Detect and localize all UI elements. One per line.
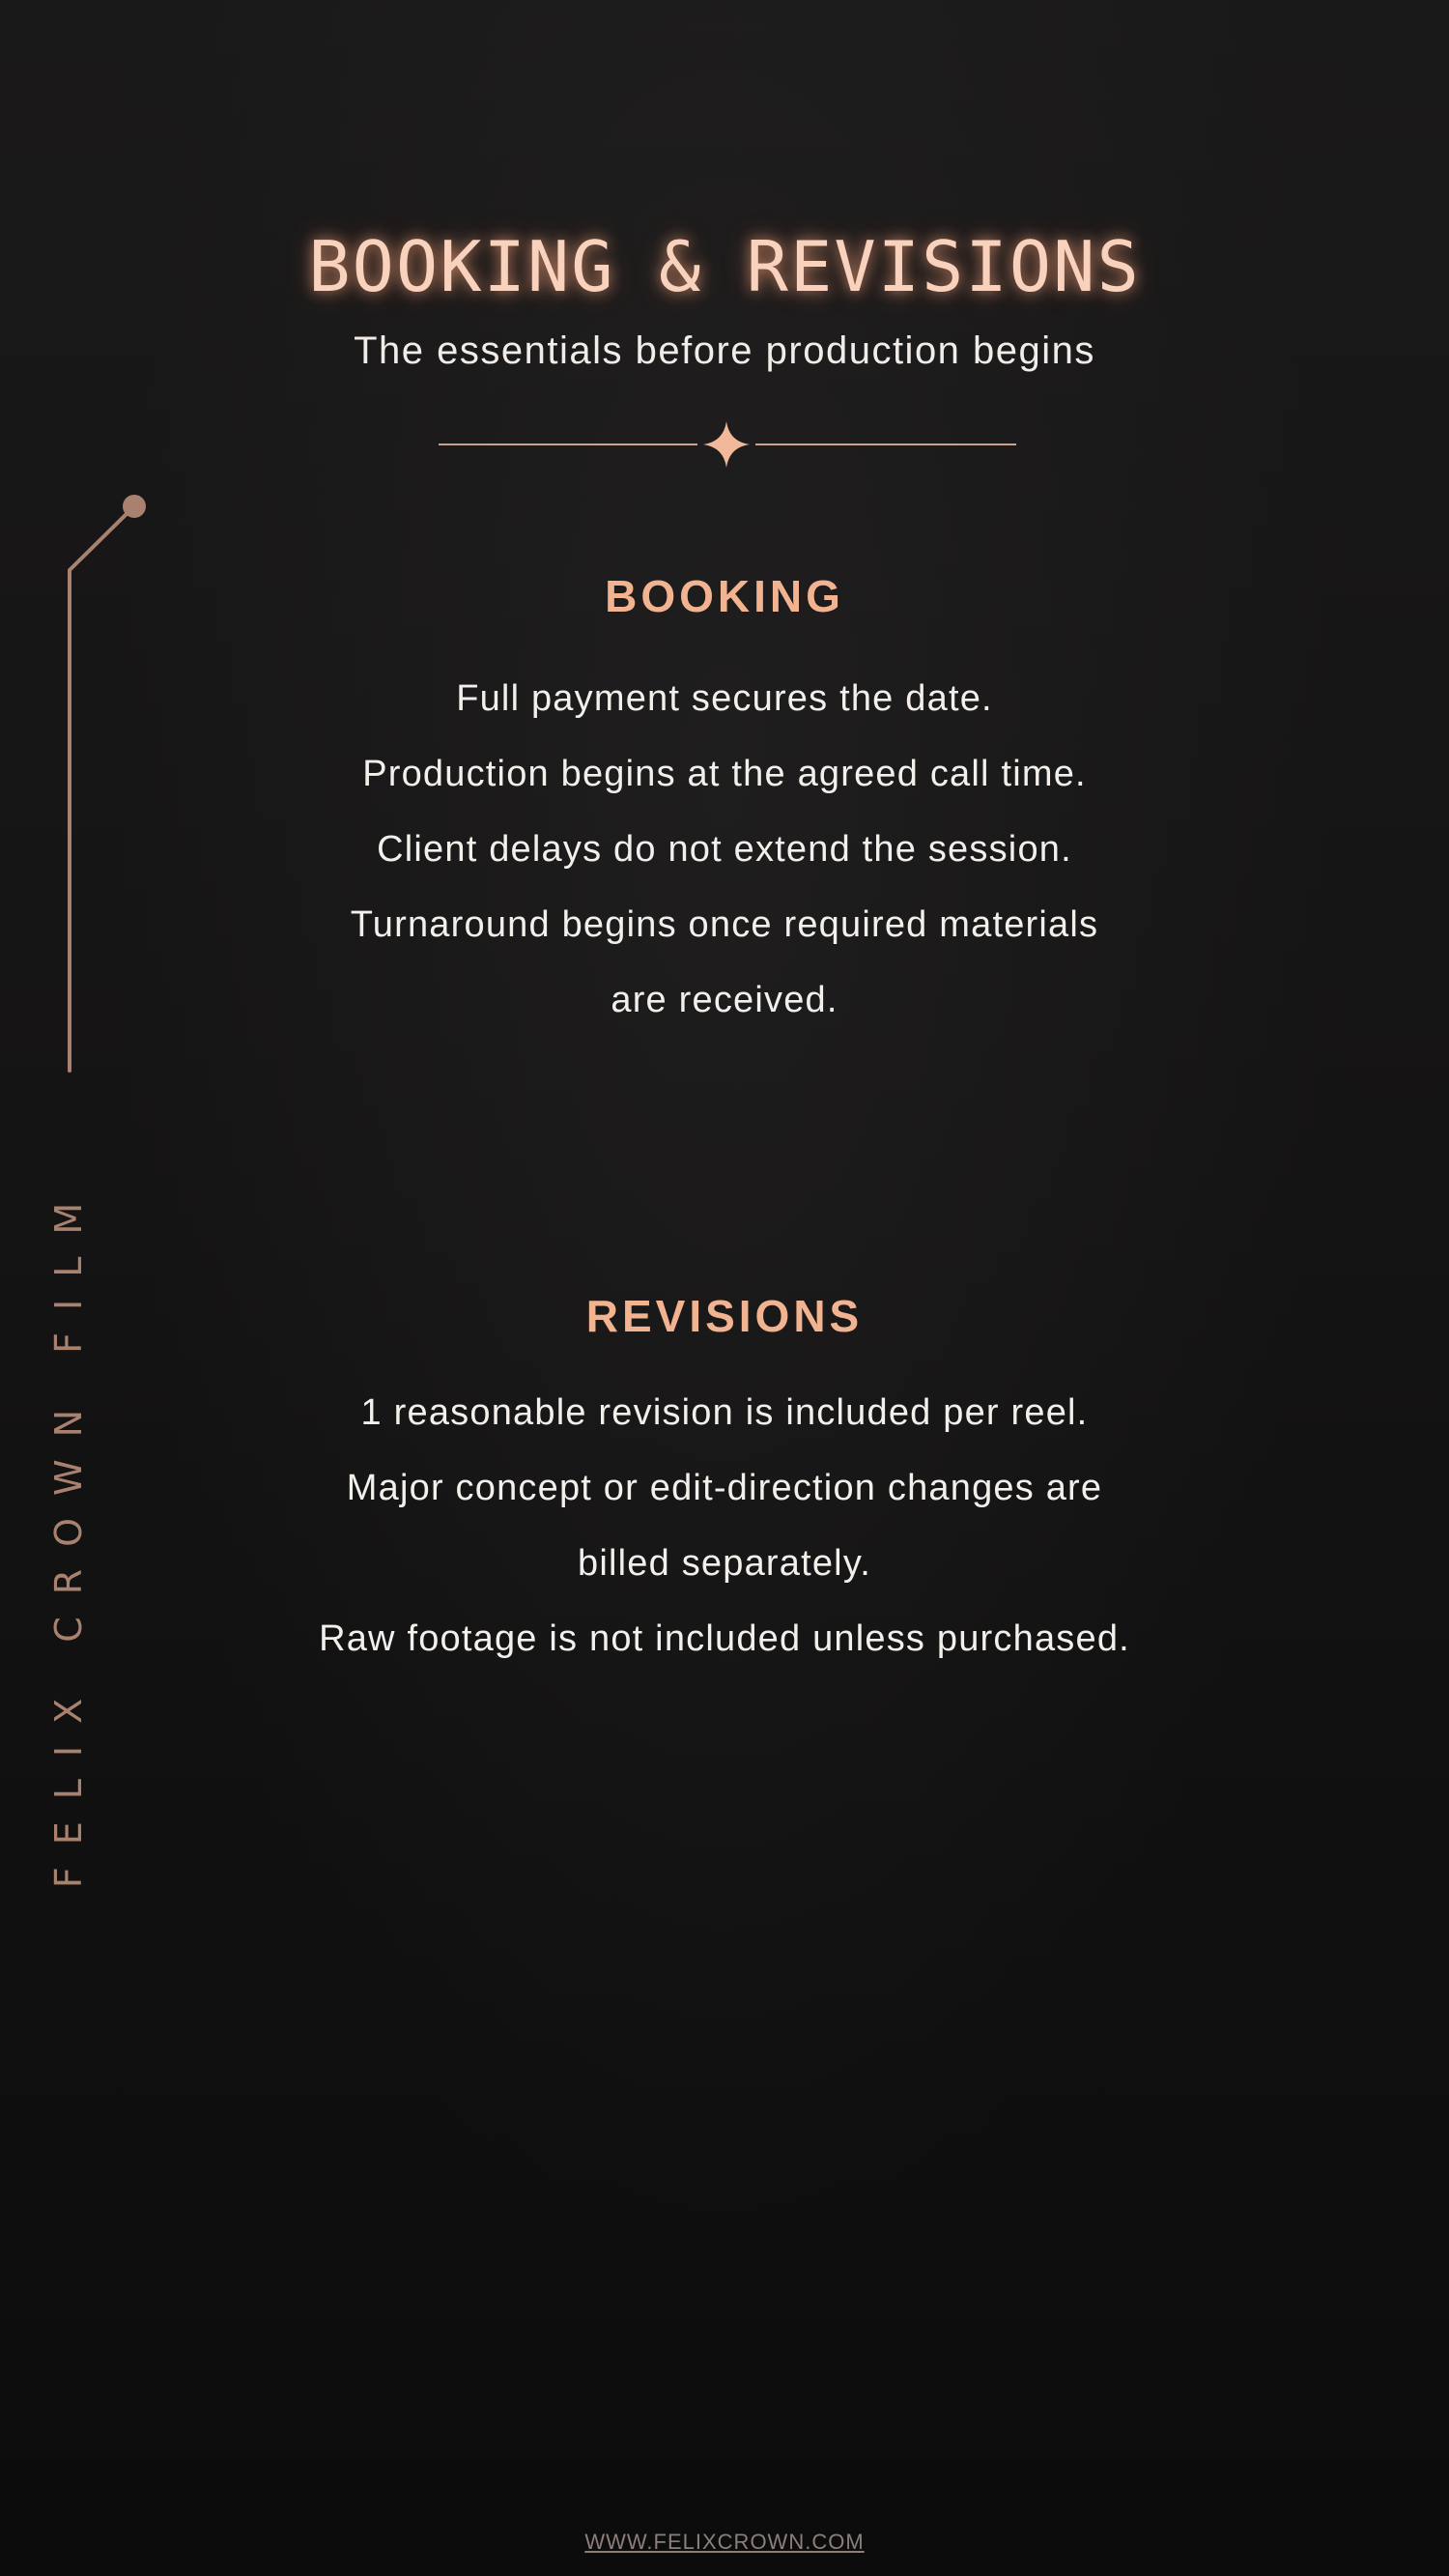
booking-heading: BOOKING xyxy=(605,571,844,621)
booking-line: Production begins at the agreed call time. xyxy=(362,754,1087,794)
revisions-heading: REVISIONS xyxy=(585,1291,864,1341)
website-link[interactable]: WWW.FELIXCROWN.COM xyxy=(584,2530,865,2554)
revisions-line: Major concept or edit-direction changes are xyxy=(346,1468,1103,1508)
revisions-line: 1 reasonable revision is included per reel. xyxy=(360,1392,1089,1433)
booking-text xyxy=(0,661,1449,1038)
revisions-line: Raw footage is not included unless purchased. xyxy=(319,1618,1130,1659)
revisions-line: billed separately. xyxy=(578,1543,871,1584)
side-brand: FELIX CROWN FILM xyxy=(47,1180,90,1889)
booking-line: Turnaround begins once required materials xyxy=(350,904,1099,945)
page-subtitle: The essentials before production begins xyxy=(354,329,1095,372)
sparkle-icon xyxy=(703,421,750,468)
sparkle-divider xyxy=(437,417,1016,472)
revisions-text xyxy=(0,1375,1449,1676)
booking-line: Full payment secures the date. xyxy=(456,678,993,719)
booking-line: are received. xyxy=(611,980,838,1020)
page-title: BOOKING & REVISIONS xyxy=(308,226,1141,307)
booking-line: Client delays do not extend the session. xyxy=(377,829,1072,870)
